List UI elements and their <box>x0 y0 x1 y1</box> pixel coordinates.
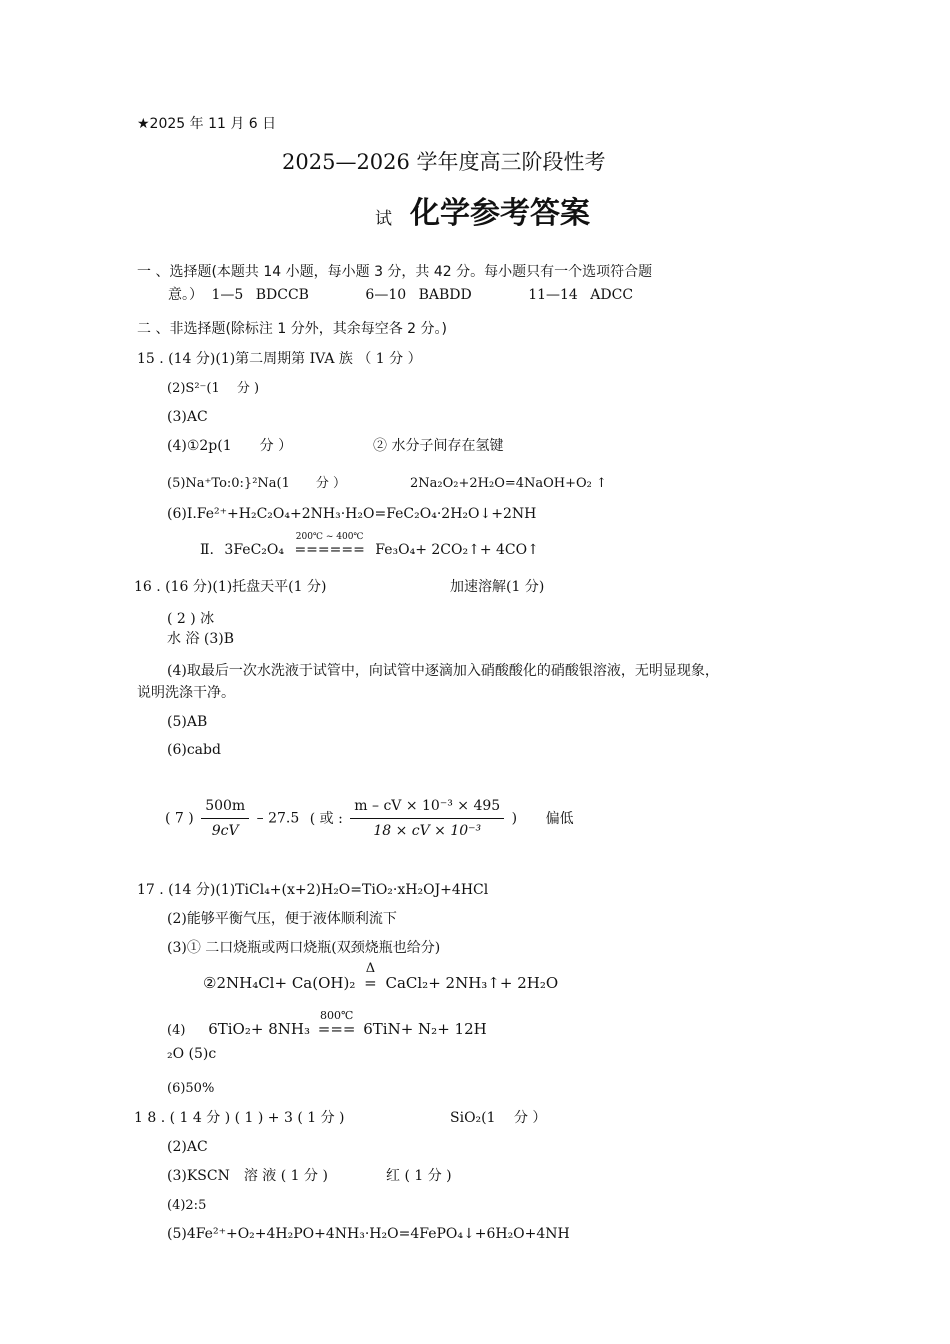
q16-answer-2-line1: ( 2 ) 冰 <box>167 611 215 627</box>
answer-range-3: 11—14 <box>528 287 578 303</box>
q15-answer-2: (2)S²⁻(1 分 ) <box>167 381 260 396</box>
q15-answer-4b: ② 水分子间存在氢键 <box>373 438 504 454</box>
q15-answer-6b <box>200 532 539 559</box>
answer-group-2: BABDD <box>418 287 472 303</box>
q15-answer-6a: (6)I.Fe²⁺+H₂C₂O₄+2NH₃·H₂O=FeC₂O₄·2H₂O↓+2NH <box>167 506 537 522</box>
q18-answer-2: (2)AC <box>167 1139 208 1155</box>
q18-answer-5: (5)4Fe²⁺+O₂+4H₂PO+4NH₃·H₂O=4FePO₄↓+6H₂O+4NH <box>167 1226 570 1242</box>
answer-group-1: BDCCB <box>255 287 309 303</box>
q16-7-fraction-1 <box>201 796 249 841</box>
q16-answer-7 <box>165 796 574 841</box>
q17-3-2-condition: Δ <box>365 961 376 976</box>
q17-4-arrow: === <box>317 1020 356 1038</box>
q16-heading-b: 加速溶解(1 分) <box>450 579 545 595</box>
q18-heading-b: SiO₂(1 分 ） <box>450 1110 547 1126</box>
q18-answer-3b: 红 ( 1 分 ) <box>386 1168 452 1184</box>
answer-range-2: 6—10 <box>365 287 407 303</box>
q15-answer-4a: (4)①2p(1 分 ） <box>167 438 293 454</box>
q16-7-prefix: ( 7 ) <box>165 810 194 827</box>
q16-7-minus: – 27.5 <box>256 810 300 827</box>
q15-answer-3: (3)AC <box>167 409 208 425</box>
q17-4-products: 6TiN+ N₂+ 12H <box>363 1020 487 1038</box>
q17-answer-4-cont: ₂O (5)c <box>167 1046 217 1062</box>
section1-heading: 一 、选择题(本题共 14 小题，每小题 3 分，共 42 分。每小题只有一个选项符合题 <box>137 264 653 280</box>
q16-heading: 16 . (16 分)(1)托盘天平(1 分) <box>134 579 327 595</box>
q15-answer-5b: 2Na₂O₂+2H₂O=4NaOH+O₂ ↑ <box>410 476 607 491</box>
q17-heading: 17 . (14 分)(1)TiCl₄+(x+2)H₂O=TiO₂·xH₂OJ+4HCl <box>137 882 489 898</box>
q18-answer-4: (4)2:5 <box>167 1198 207 1213</box>
q17-answer-4 <box>167 1009 487 1040</box>
section1-answers <box>168 286 633 304</box>
q16-7-denominator-2: 18 × cV × 10⁻³ <box>373 823 482 839</box>
q16-answer-5: (5)AB <box>167 714 208 730</box>
q17-answer-3-1: (3)① 二口烧瓶或两口烧瓶(双颈烧瓶也给分) <box>167 940 441 956</box>
q15-6b-prefix: Ⅱ. <box>200 542 214 558</box>
q16-answer-4-line2: 说明洗涤干净。 <box>137 685 235 701</box>
q16-7-numerator-2: m – cV × 10⁻³ × 495 <box>350 796 504 819</box>
q15-answer-5a: (5)Na⁺To:0:}²Na(1 分 ） <box>167 476 347 491</box>
q15-6b-condition-arrow <box>294 532 365 559</box>
q17-3-2-condition-arrow <box>364 961 377 992</box>
section2-heading: 二 、非选择题(除标注 1 分外，其余每空各 2 分。) <box>137 321 447 337</box>
q16-7-numerator-1: 500m <box>201 796 249 819</box>
q17-answer-6: (6)50% <box>167 1081 215 1096</box>
q18-answer-3a: (3)KSCN 溶 液 ( 1 分 ) <box>167 1168 328 1184</box>
q16-7-or: ( 或 : <box>309 810 343 827</box>
exam-date: ★2025 年 11 月 6 日 <box>137 116 277 132</box>
q16-answer-6: (6)cabd <box>167 742 221 758</box>
q15-6b-products: Fe₃O₄+ 2CO₂↑+ 4CO↑ <box>375 542 539 558</box>
q17-4-condition-arrow <box>317 1009 356 1038</box>
q16-7-denominator-1: 9cV <box>211 823 239 839</box>
exam-title-main: 化学参考答案 <box>410 196 590 231</box>
q17-answer-3-2 <box>203 961 559 992</box>
q17-answer-2: (2)能够平衡气压，便于液体顺利流下 <box>167 911 397 927</box>
exam-title-prefix: 试 <box>375 209 392 229</box>
q16-7-close: ) <box>511 810 518 827</box>
q15-6b-reactant: 3FeC₂O₄ <box>224 542 284 558</box>
answer-group-3: ADCC <box>590 287 634 303</box>
section1-heading-cont: 意。） <box>168 287 203 303</box>
q15-6b-condition: 200℃ ~ 400℃ <box>295 532 364 542</box>
q17-4-prefix: (4) <box>167 1023 186 1038</box>
q16-7-fraction-2 <box>350 796 504 841</box>
q15-heading: 15 . (14 分)(1)第二周期第 IVA 族 （ 1 分 ） <box>137 351 422 367</box>
q17-3-2-arrow: = <box>364 974 377 992</box>
answer-range-1: 1—5 <box>211 287 244 303</box>
q17-4-reactants: 6TiO₂+ 8NH₃ <box>208 1020 310 1038</box>
q18-heading: 1 8 . ( 1 4 分 ) ( 1 ) + 3 ( 1 分 ) <box>134 1110 345 1126</box>
q16-7-result: 偏低 <box>545 810 574 827</box>
q17-4-condition: 800℃ <box>319 1009 354 1022</box>
q15-6b-arrow: ====== <box>294 542 365 558</box>
q16-answer-2-line2: 水 浴 (3)B <box>167 631 235 647</box>
q16-answer-4-line1: (4)取最后一次水洗液于试管中，向试管中逐滴加入硝酸酸化的硝酸银溶液，无明显现象， <box>167 663 719 679</box>
q17-3-2-products: CaCl₂+ 2NH₃↑+ 2H₂O <box>385 974 559 992</box>
q17-3-2-reactants: ②2NH₄Cl+ Ca(OH)₂ <box>203 974 356 992</box>
exam-title-line1: 2025—2026 学年度高三阶段性考 <box>282 150 606 174</box>
